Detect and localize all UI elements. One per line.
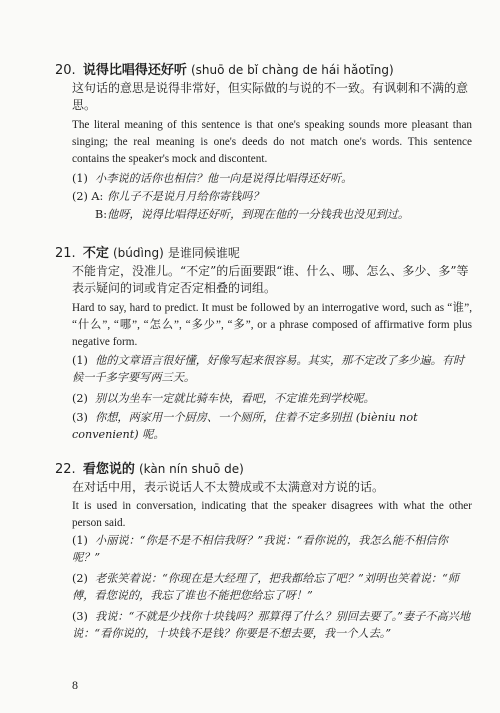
example-marker: (1) <box>72 354 88 367</box>
page-number: 8 <box>72 678 78 692</box>
entry-heading <box>55 245 240 262</box>
chinese-explanation: 在对话中用，表示说话人不太赞成或不太满意对方说的话。 <box>72 480 385 494</box>
example-item <box>72 532 472 566</box>
example-marker: (1) <box>72 534 88 547</box>
entry-term: 不定 <box>82 246 109 261</box>
example-text: 你想，两家用一个厨房、一个厕所，住着不定多别扭 (bièniu not convenient) 呢。 <box>72 411 418 441</box>
example-item <box>95 206 472 223</box>
entry-pinyin: (shuō de bǐ chàng de hái hǎotīng) <box>190 63 394 77</box>
example-marker: (1) <box>72 172 88 185</box>
example-text: 小李说的话你也相信？他一向是说得比唱得还好听。 <box>95 172 353 185</box>
english-explanation: Hard to say, hard to predict. It must be followed by an interrogative word, such as “谁”, “什么”, “哪”, “怎么”, “多少”, “多”, or a phrase composed of affirmative form plus negative form. <box>72 302 472 348</box>
example-marker: (2) <box>72 572 88 585</box>
example-text: 老张笑着说：“你现在是大经理了，把我都给忘了吧？”刘明也笑着说：“师傅，看您说的，我忘了谁也不能把您给忘了呀！” <box>72 572 459 602</box>
entry-heading <box>55 461 244 478</box>
example-item <box>72 409 472 443</box>
example-item <box>72 170 472 187</box>
example-text: 你儿子不是说月月给你寄钱吗？ <box>107 190 264 203</box>
entry-term: 看您说的 <box>82 462 135 477</box>
example-item <box>72 188 472 205</box>
example-text: 他的文章语言很好懂，好像写起来很容易。其实，那不定改了多少遍。有时候一千多字要写两三天。 <box>72 354 465 384</box>
entry-term: 说得比唱得还好听 <box>82 63 187 78</box>
example-marker: (2) A: <box>72 190 104 203</box>
example-text: 小丽说：“你是不是不相信我呀？”我说：“看你说的，我怎么能不相信你呢？” <box>72 534 448 564</box>
entry-pinyin: (kàn nín shuō de) <box>138 462 244 476</box>
example-item <box>72 608 472 642</box>
entry-heading <box>55 62 394 79</box>
example-marker: (3) <box>72 610 88 623</box>
example-text: 我说：“不就是少找你十块钱吗？那算得了什么？别回去要了。”妻子不高兴地说：“看你说的，十块钱不是钱？你要是不想去要，我一个人去。” <box>72 610 471 640</box>
entry-number: 20. <box>55 63 76 78</box>
example-item <box>72 352 472 386</box>
example-item <box>72 570 472 604</box>
chinese-explanation: 这句话的意思是说得非常好，但实际做的与说的不一致。有讽刺和不满的意思。 <box>72 81 469 112</box>
example-marker: (3) <box>72 411 88 424</box>
english-explanation: The literal meaning of this sentence is that one's speaking sounds more pleasant than singing; the real meaning is one's deeds do not match one's words. This sentence contains the speaker's mock and discontent. <box>72 119 472 165</box>
example-item <box>72 390 472 407</box>
chinese-explanation: 不能肯定，没准儿。“不定”的后面要跟“谁、什么、哪、怎么、多少、多”等表示疑问的词或肯定否定相叠的词组。 <box>72 264 469 295</box>
entry-gloss: 是谁同候谁呢 <box>167 246 240 260</box>
example-text: 他呀，说得比唱得还好听，到现在他的一分钱我也没见到过。 <box>107 208 410 221</box>
entry-number: 21. <box>55 246 76 261</box>
example-marker: (2) <box>72 392 88 405</box>
entry-number: 22. <box>55 462 76 477</box>
english-explanation: It is used in conversation, indicating that the speaker disagrees with what the other person said. <box>72 500 472 529</box>
example-marker: B: <box>95 208 107 221</box>
entry-pinyin: (búdìng) <box>112 246 164 260</box>
example-text: 别以为坐车一定就比骑车快，看吧，不定谁先到学校呢。 <box>95 392 375 405</box>
